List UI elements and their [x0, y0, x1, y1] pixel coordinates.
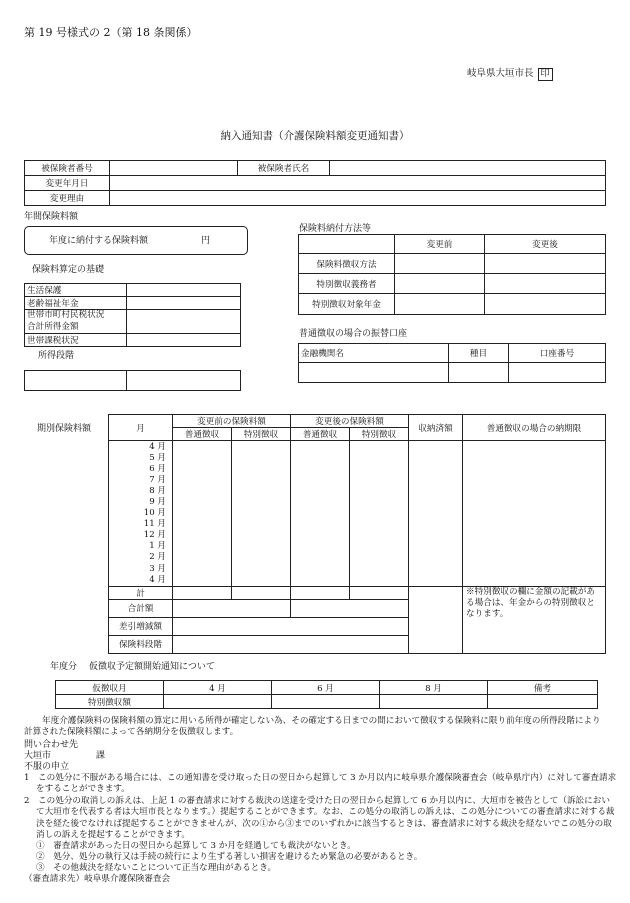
basis-section-label: 保険料算定の基礎	[32, 265, 105, 275]
basis-table	[24, 283, 241, 347]
appeal-item-1: 1 この処分に不服がある場合には、この通知書を受け取った日の翌日から起算して 3 か月以内に岐阜県介護保険審査会（岐阜県庁内）に対して審査請求をすることができます。	[24, 773, 617, 795]
month-label: 10 月	[143, 508, 166, 519]
income-tier-table	[24, 370, 241, 391]
provisional-title	[50, 662, 215, 673]
insured-name-label: 被保険者氏名	[238, 161, 330, 176]
provisional-row-label: 特別徴収額	[56, 695, 164, 709]
month-list	[109, 441, 173, 587]
provisional-month: 8 月	[380, 681, 488, 695]
provisional-paragraph: 年度介護保険料の保険料額の算定に用いる所得が確定しない為、その確定する日までの間において徴収する保険料に限り前年度の所得段階により計算された保険料額によって各納期分を仮徴収します。	[24, 716, 601, 738]
contact-city: 大垣市	[24, 751, 52, 761]
bank-section-label: 普通徴収の場合の振替口座	[299, 329, 408, 339]
sum-label: 合計額	[109, 599, 173, 617]
col-special: 特別徴収	[350, 428, 409, 441]
issuer-name: 岐阜県大垣市長	[467, 68, 534, 79]
col-after-amount: 変更後の保険料額	[291, 415, 409, 428]
col-before-amount: 変更前の保険料額	[173, 415, 291, 428]
provisional-table	[55, 680, 598, 709]
month-label: 7 月	[149, 475, 166, 486]
form-number: 第 19 号様式の 2（第 18 条関係）	[24, 26, 198, 39]
basis-row-label: 世帯市町村民税状況	[27, 310, 105, 321]
insured-info-table	[24, 160, 606, 206]
document-title: 納入通知書（介護保険料額変更通知書）	[220, 130, 410, 142]
month-label: 2 月	[149, 552, 166, 563]
change-date-label: 変更年月日	[25, 176, 110, 191]
change-date-value	[110, 176, 606, 191]
change-reason-value	[110, 191, 606, 206]
insured-number-value	[110, 161, 238, 176]
month-label: 4 月	[149, 574, 166, 585]
appeal-condition: ② 処分、処分の執行又は手続の続行により生ずる著しい損害を避けるため緊急の必要があるとき。	[36, 852, 423, 862]
appeal-condition: ① 審査請求があった日の翌日から起算して 3 か月を経過しても裁決がないとき。	[36, 841, 356, 851]
col-special: 特別徴収	[232, 428, 291, 441]
col-paid: 収納済額	[409, 415, 463, 441]
col-ordinary: 普通徴収	[291, 428, 350, 441]
month-label: 1 月	[149, 541, 166, 552]
basis-row-label: 生活保護	[25, 284, 127, 297]
payment-row-label: 特別徴収義務者	[299, 274, 395, 294]
basis-row-label-double	[25, 310, 127, 334]
account-type-label: 種目	[449, 344, 509, 363]
total-label: 計	[109, 586, 173, 599]
basis-row-label: 合計所得金額	[27, 321, 79, 332]
col-before: 変更前	[395, 235, 485, 254]
period-table	[108, 414, 606, 654]
provisional-title-text: 仮徴収予定額開始通知について	[89, 662, 215, 672]
month-label: 5 月	[149, 453, 166, 464]
seal-mark: 印	[538, 68, 553, 81]
account-number-label: 口座番号	[509, 344, 606, 363]
basis-row-label: 世帯課税状況	[25, 334, 127, 347]
income-tier-label: 所得段階	[38, 351, 75, 361]
provisional-title-year: 年度分	[50, 662, 78, 672]
bank-table	[298, 343, 606, 383]
annual-amount-label: 年度に納付する保険料額	[49, 236, 149, 246]
payment-method-section-label: 保険料納付方法等	[299, 224, 372, 234]
change-reason-label: 変更理由	[25, 191, 110, 206]
tier-label: 保険料段階	[109, 635, 173, 653]
col-due-date: 普通徴収の場合の納期限	[463, 415, 606, 441]
provisional-month: 6 月	[272, 681, 380, 695]
payment-row-label: 特別徴収対象年金	[299, 294, 395, 315]
contact-label: 問い合わせ先	[24, 740, 79, 750]
basis-row-label: 老齢福祉年金	[25, 297, 127, 310]
period-side-label: 期別保険料額	[37, 424, 92, 434]
payment-method-table	[298, 234, 606, 315]
month-label: 9 月	[149, 497, 166, 508]
payment-row-label: 保険料徴収方法	[299, 254, 395, 274]
annual-amount-box	[24, 226, 248, 255]
appeal-condition: ③ その他裁決を経ないことについて正当な理由があるとき。	[36, 863, 277, 873]
month-label: 3 月	[149, 563, 166, 574]
insured-number-label: 被保険者番号	[25, 161, 110, 176]
month-label: 12 月	[143, 530, 166, 541]
issuer-line	[467, 68, 553, 81]
provisional-col-month: 仮徴収月	[56, 681, 164, 695]
col-after: 変更後	[485, 235, 606, 254]
insured-name-value	[330, 161, 606, 176]
appeal-heading: 不服の申立	[24, 762, 70, 772]
bank-name-label: 金融機関名	[299, 344, 449, 363]
annual-section-label: 年間保険料額	[24, 212, 79, 222]
review-destination: （審査請求先）岐阜県介護保険審査会	[24, 874, 171, 884]
col-month: 月	[109, 415, 173, 441]
month-label: 6 月	[149, 464, 166, 475]
yen-unit: 円	[201, 236, 211, 246]
month-label: 4 月	[149, 442, 166, 452]
month-label: 8 月	[149, 486, 166, 497]
special-collection-note: ※特別徴収の欄に金額の記載がある場合は、年金からの特別徴収となります。	[463, 586, 606, 653]
diff-label: 差引増減額	[109, 617, 173, 635]
provisional-month: 4 月	[164, 681, 272, 695]
appeal-item-2: 2 この処分の取消しの訴えは、上記 1 の審査請求に対する裁決の送達を受けた日の翌日から起算して 6 か月以内に、大垣市を被告として（訴訟において大垣市を代表する者は大垣市長となります。）提起することができます。なお、この処分の取消しの訴えは、この処分についての審査請求に対する裁決を経た後でなければ提起することができませんが、次の①から③までのいずれかに該当するときは、審査請求に対する裁決を経ないでこの処分の取消しの訴えを提起することができます。	[24, 796, 615, 841]
month-label: 11 月	[143, 519, 166, 530]
contact-section: 課	[96, 751, 106, 761]
col-ordinary: 普通徴収	[173, 428, 232, 441]
provisional-remarks: 備考	[488, 681, 598, 695]
